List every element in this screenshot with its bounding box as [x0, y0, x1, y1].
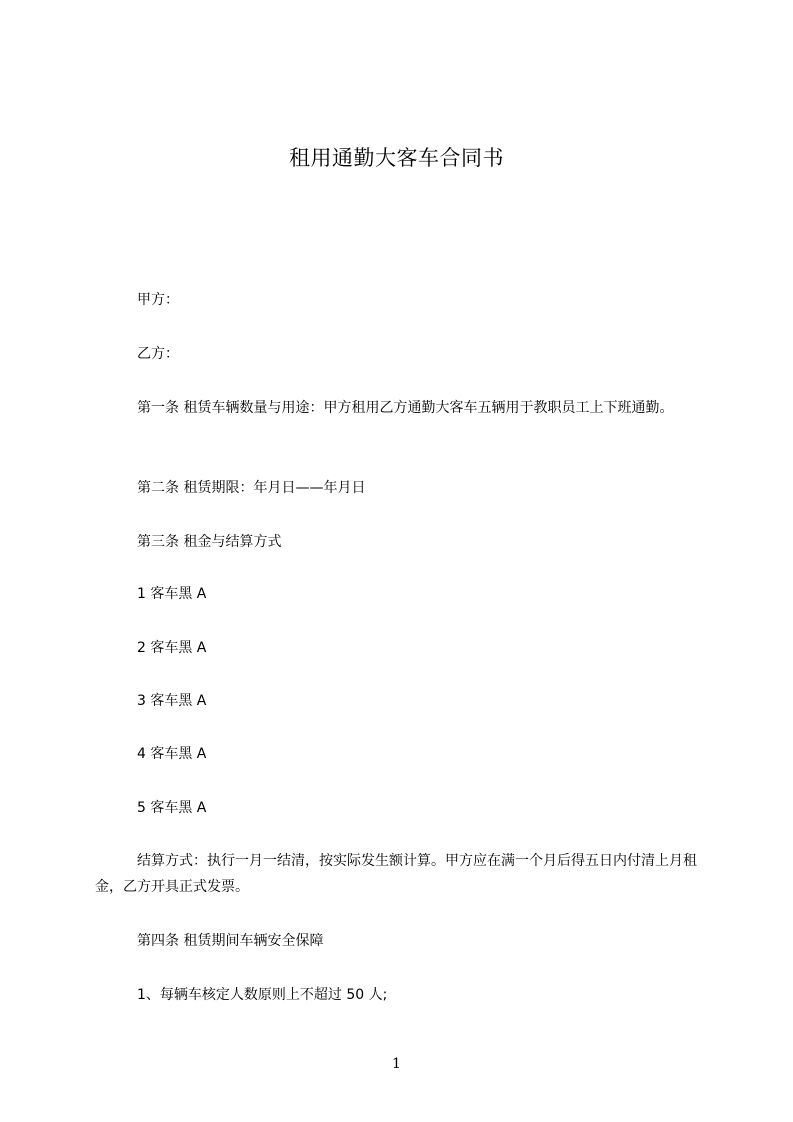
safety-clause-1: 1、每辆车核定人数原则上不超过 50 人;: [137, 987, 388, 1003]
article-3-heading: 第三条 租金与结算方式: [137, 534, 282, 550]
document-title: 租用通勤大客车合同书: [289, 146, 504, 170]
article-1-paragraph: 第一条 租赁车辆数量与用途：甲方租用乙方通勤大客车五辆用于教职员工上下班通勤。: [137, 400, 674, 416]
article-4-heading: 第四条 租赁期间车辆安全保障: [137, 933, 324, 949]
bus-item-5: 5 客车黑 A: [137, 800, 207, 816]
party-b-line: 乙方：: [137, 346, 179, 362]
bus-item-2: 2 客车黑 A: [137, 640, 207, 656]
page-number: 1: [392, 1056, 401, 1072]
bus-item-1: 1 客车黑 A: [137, 586, 207, 602]
party-a-line: 甲方：: [137, 292, 179, 308]
bus-item-3: 3 客车黑 A: [137, 693, 207, 709]
article-2-paragraph: 第二条 租赁期限：年月日——年月日: [137, 480, 366, 496]
settlement-paragraph: 结算方式：执行一月一结清，按实际发生额计算。甲方应在满一个月后得五日内付清上月租金，乙方开具正式发票。: [95, 853, 697, 895]
bus-item-4: 4 客车黑 A: [137, 746, 207, 762]
